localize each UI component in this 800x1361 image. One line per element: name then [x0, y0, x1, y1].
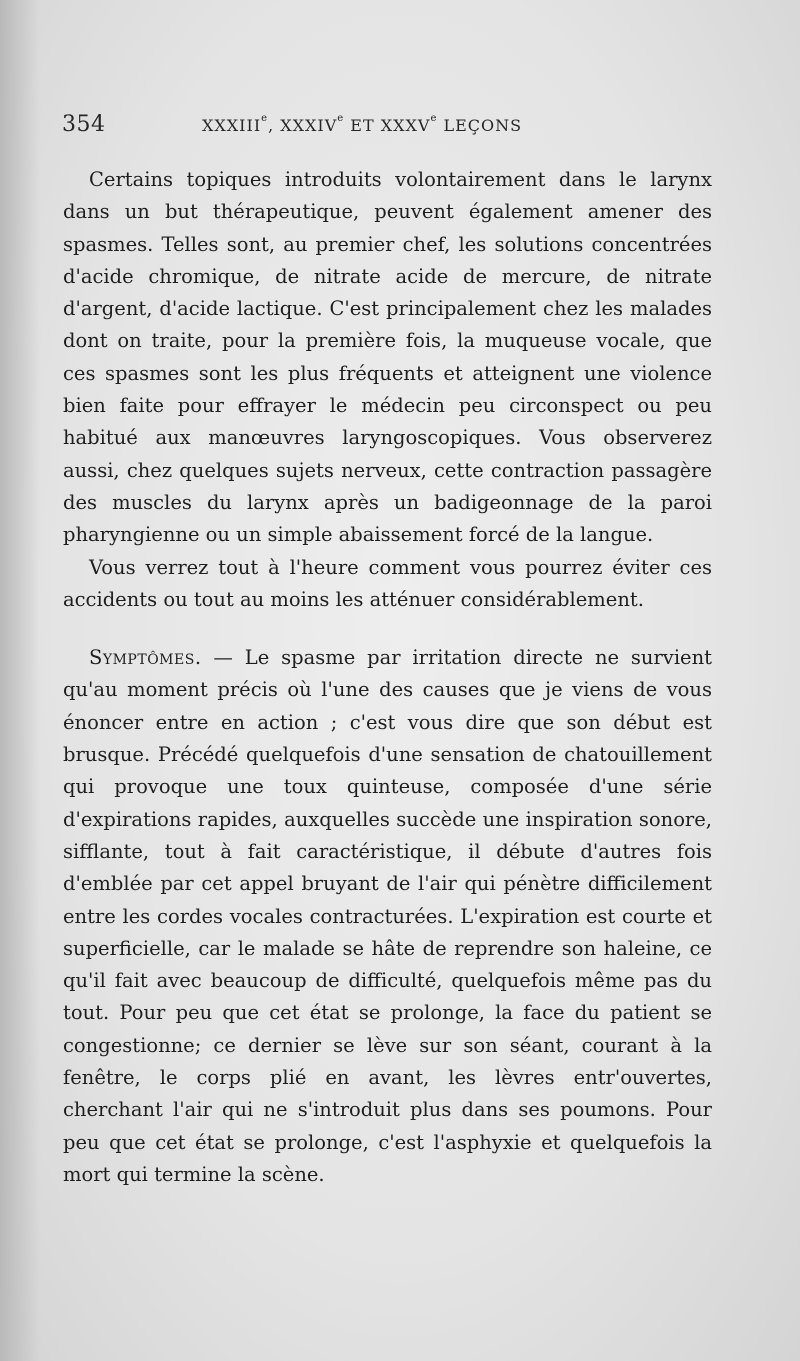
chapter-title: [202, 113, 523, 135]
title-sup-2: e: [337, 113, 345, 124]
body-text: [63, 164, 712, 1191]
title-lesson-3: XXXV: [380, 116, 431, 135]
page-number: 354: [62, 112, 106, 137]
title-end: LEÇONS: [437, 116, 523, 135]
paragraph-avoid-accidents: Vous verrez tout à l'heure comment vous pourrez éviter ces accidents ou tout au moins les atténuer considérablement.: [63, 555, 712, 611]
title-lesson-1: XXXIII: [202, 116, 262, 135]
title-sep-1: ,: [268, 116, 281, 135]
page-gutter-shadow: [0, 0, 40, 1361]
title-lesson-2: XXXIV: [280, 116, 338, 135]
symptoms-text: — Le spasme par irritation directe ne survient qu'au moment précis où l'une des causes que je viens de vous énoncer entre en action ; c'est vous dire que son début est brusque. Précédé quelquefois d'une sensation de chatouillement qui provoque une toux quinteuse, composée d'une série d'expirations rapides, auxquelles succède une inspiration sonore, sifflante, tout à fait caractéristique, il débute d'autres fois d'emblée par cet appel bruyant de l'air qui pénètre difficilement entre les cordes vocales contracturées. L'expiration est courte et superficielle, car le malade se hâte de reprendre son haleine, ce qu'il fait avec beaucoup de difficulté, quelquefois même pas du tout. Pour peu que cet état se prolonge, la face du patient se congestionne; ce dernier se lève sur son séant, courant à la fenêtre, le corps plié en avant, les lèvres entr'ouvertes, cherchant l'air qui ne s'introduit plus dans ses poumons. Pour peu que cet état se prolonge, c'est l'asphyxie et quelquefois la mort qui termine la scène.: [63, 646, 712, 1186]
title-sup-1: e: [261, 113, 269, 124]
section-heading-symptoms: Symptômes.: [89, 646, 202, 670]
title-and: ET: [344, 116, 381, 135]
running-head: [62, 112, 712, 142]
paragraph-topical-spasms: Certains topiques introduits volontairement dans le larynx dans un but thérapeutique, peuvent également amener des spasmes. Telles sont, au premier chef, les solutions concentrées d'acide chromique, de nitrate acide de mercure, de nitrate d'argent, d'acide lactique. C'est principalement chez les malades dont on traite, pour la première fois, la muqueuse vocale, que ces spasmes sont les plus fréquents et atteignent une violence bien faite pour effrayer le médecin peu circonspect ou peu habitué aux manœuvres laryngoscopiques. Vous observerez aussi, chez quelques sujets nerveux, cette contraction passagère des muscles du larynx après un badigeonnage de la paroi pharyngienne ou un simple abaissement forcé de la langue.: [63, 168, 712, 547]
paragraph-symptoms: [63, 642, 712, 1191]
title-sup-3: e: [430, 113, 438, 124]
